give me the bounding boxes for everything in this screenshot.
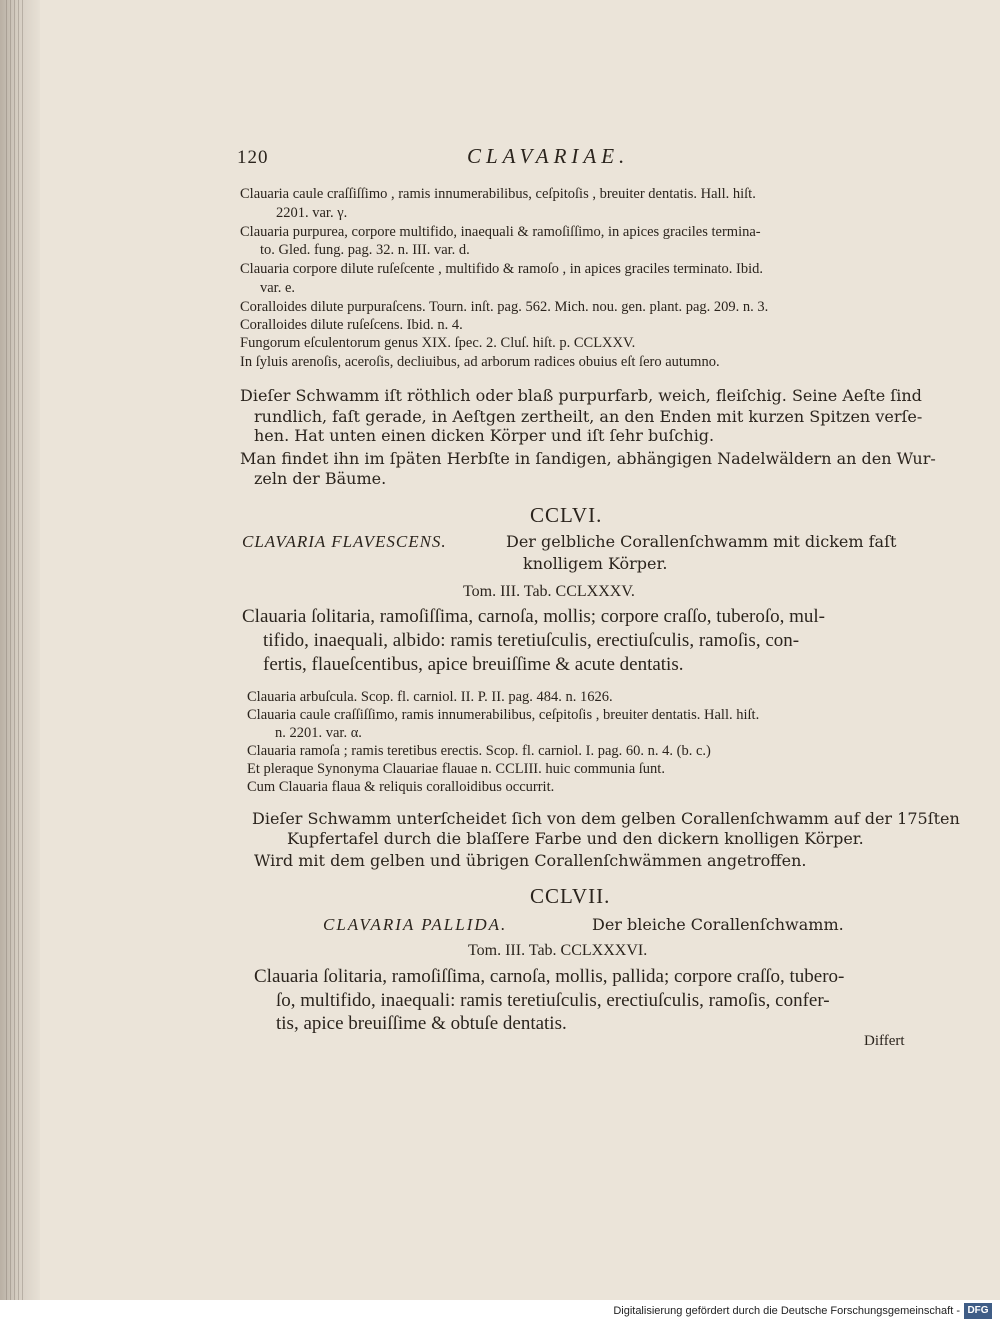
synonym-line: Fungorum eſculentorum genus XIX. ſpec. 2. Cluſ. hiſt. p. CCLXXV. (240, 335, 636, 351)
diagnosis-line: Clauaria ſolitaria, ramoſiſſima, carnoſa, mollis, pallida; corpore craſſo, tubero- (254, 966, 845, 987)
section-numeral: CCLVI. (530, 503, 603, 527)
section-numeral: CCLVII. (530, 884, 611, 908)
plate-reference: Tom. III. Tab. CCLXXXV. (463, 583, 635, 600)
diagnosis-line: Clauaria ſolitaria, ramoſiſſima, carnoſa, mollis; corpore craſſo, tuberoſo, mul- (242, 606, 826, 627)
species-german-name: knolligem Körper. (523, 554, 668, 573)
catchword: Differt (864, 1033, 905, 1049)
synonym-line: Clauaria caule craſſiſſimo , ramis innumerabilibus, ceſpitoſis , breuiter dentatis. Hall. hiſt. (240, 186, 756, 202)
species-latin-name: CLAVARIA PALLIDA. (323, 915, 508, 934)
synonym-line: Coralloides dilute ruſeſcens. Ibid. n. 4. (240, 317, 463, 333)
synonym-line: Clauaria ramoſa ; ramis teretibus erectis. Scop. fl. carniol. I. pag. 60. n. 4. (b. c.) (247, 743, 711, 759)
diagnosis-line: tifido, inaequali, albido: ramis teretiuſculis, erectiuſculis, ramoſis, con- (263, 630, 800, 651)
diagnosis-line: tis, apice breuiſſime & obtuſe dentatis. (276, 1013, 567, 1034)
species-german-name: Der gelbliche Corallenſchwamm mit dickem faſt (506, 532, 897, 551)
german-description-line: hen. Hat unten einen dicken Körper und iſt ſehr buſchig. (254, 426, 715, 445)
german-description-line: rundlich, faſt gerade, in Aeſtgen zertheilt, an den Enden mit kurzen Spitzen verſe- (254, 407, 923, 426)
species-german-name: Der bleiche Corallenſchwamm. (592, 915, 844, 934)
page-edge (6, 0, 24, 1300)
synonym-line: to. Gled. fung. pag. 32. n. III. var. d. (260, 242, 470, 258)
diagnosis-line: ſo, multifido, inaequali: ramis teretiuſculis, erectiuſculis, ramoſis, confer- (276, 990, 830, 1011)
habitat-line: Cum Clauaria flaua & reliquis coralloidibus occurrit. (247, 779, 555, 795)
habitat-line: In ſyluis arenoſis, aceroſis, decliuibus, ad arborum radices obuius eſt ſero autumno. (240, 354, 720, 370)
german-description-line: Dieſer Schwamm iſt röthlich oder blaß purpurfarb, weich, fleiſchig. Seine Aeſte ſind (240, 386, 922, 405)
synonym-line: 2201. var. γ. (276, 205, 348, 221)
synonym-line: Clauaria arbuſcula. Scop. fl. carniol. II. P. II. pag. 484. n. 1626. (247, 689, 613, 705)
footer-credit: Digitalisierung gefördert durch die Deutsche Forschungsgemeinschaft - (613, 1305, 960, 1317)
synonym-line: Coralloides dilute purpuraſcens. Tourn. inſt. pag. 562. Mich. nou. gen. plant. pag. 209. n. 3. (240, 299, 769, 315)
german-description-line: Dieſer Schwamm unterſcheidet ſich von dem gelben Corallenſchwamm auf der 175ſten (252, 809, 960, 828)
species-latin-name: CLAVARIA FLAVESCENS. (242, 532, 447, 551)
synonym-line: Clauaria corpore dilute ruſeſcente , multifido & ramoſo , in apices graciles terminato. Ibid. (240, 261, 764, 277)
german-habitat-line: Wird mit dem gelben und übrigen Corallenſchwämmen angetroffen. (254, 851, 807, 870)
diagnosis-line: fertis, flaueſcentibus, apice breuiſſime & acute dentatis. (263, 654, 684, 675)
synonym-line: Clauaria purpurea, corpore multifido, inaequali & ramoſiſſimo, in apices graciles termina- (240, 224, 761, 240)
page-number: 120 (237, 147, 269, 168)
synonym-line: Et pleraque Synonyma Clauariae flauae n. CCLIII. huic communia ſunt. (247, 761, 665, 777)
synonym-line: var. e. (260, 280, 296, 296)
synonym-line: Clauaria caule craſſiſſimo, ramis innumerabilibus, ceſpitoſis , breuiter dentatis. Hall. hiſt. (247, 707, 760, 723)
digitization-footer (0, 1300, 1000, 1323)
german-habitat-line: Man findet ihn im ſpäten Herbſte in ſandigen, abhängigen Nadelwäldern an den Wur- (240, 449, 936, 468)
dfg-logo-icon: DFG (964, 1303, 992, 1319)
running-head: CLAVARIAE. (467, 144, 630, 168)
german-description-line: Kupfertafel durch die blaſſere Farbe und den dickern knolligen Körper. (287, 829, 864, 848)
plate-reference: Tom. III. Tab. CCLXXXVI. (468, 942, 648, 959)
german-habitat-line: zeln der Bäume. (254, 469, 387, 488)
synonym-line: n. 2201. var. α. (275, 725, 362, 741)
